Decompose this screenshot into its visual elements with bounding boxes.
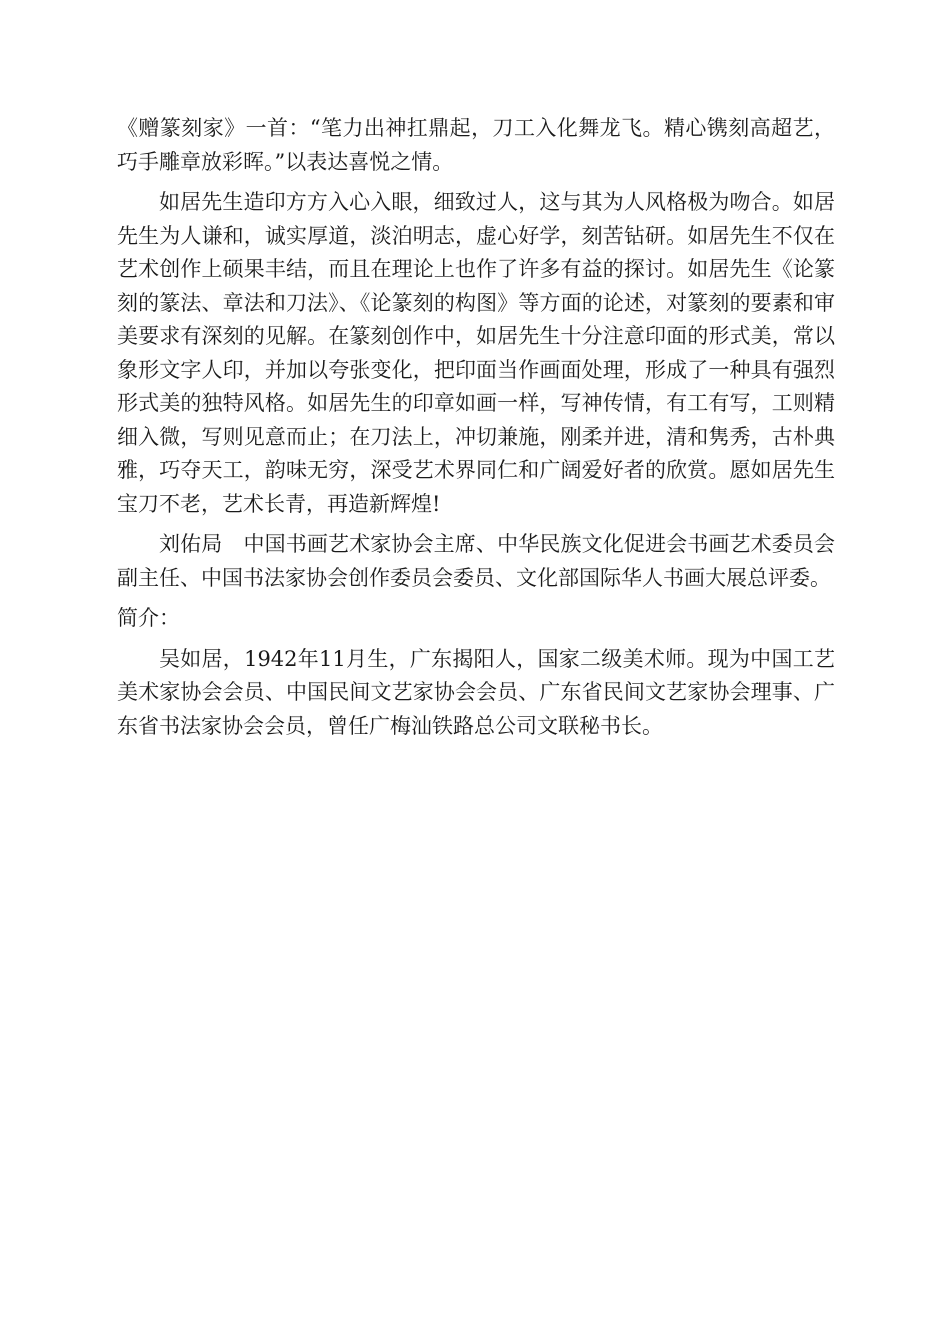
- intro-heading: 简介：: [117, 606, 180, 630]
- main-paragraph: 如居先生造印方方入心入眼，细致过人，这与其为人风格极为吻合。如居先生为人谦和，诚实厚道，淡泊明志，虚心好学，刻苦钻研。如居先生不仅在艺术创作上硕果丰结，而且在理论上也作了许多有益的探讨。如居先生《论篆刻的篆法、章法和刀法》、《论篆刻的构图》等方面的论述，对篆刻的要素和审美要求有深刻的见解。在篆刻创作中，如居先生十分注意印面的形式美，常以象形文字人印，并加以夸张变化，把印面当作画面处理，形成了一种具有强烈形式美的独特风格。如居先生的印章如画一样，写神传情，有工有写，工则精细入微，写则见意而止；在刀法上，冲切兼施，刚柔并进，清和隽秀，古朴典雅，巧夺天工，韵味无穷，深受艺术界同仁和广阔爱好者的欣赏。愿如居先生宝刀不老，艺术长青，再造新辉煌!: [117, 190, 835, 516]
- document-body: [117, 112, 835, 743]
- poem-paragraph: 《赠篆刻家》一首：“笔力出神扛鼎起，刀工入化舞龙飞。精心镌刻高超艺，巧手雕章放彩晖。”以表达喜悦之情。: [117, 116, 835, 174]
- author-paragraph: 刘佑局 中国书画艺术家协会主席、中华民族文化促进会书画艺术委员会副主任、中国书法家协会创作委员会委员、文化部国际华人书画大展总评委。: [117, 532, 835, 590]
- bio-paragraph: 吴如居，1942年11月生，广东揭阳人，国家二级美术师。现为中国工艺美术家协会会员、中国民间文艺家协会会员、广东省民间文艺家协会理事、广东省书法家协会会员，曾任广梅汕铁路总公司文联秘书长。: [117, 646, 835, 738]
